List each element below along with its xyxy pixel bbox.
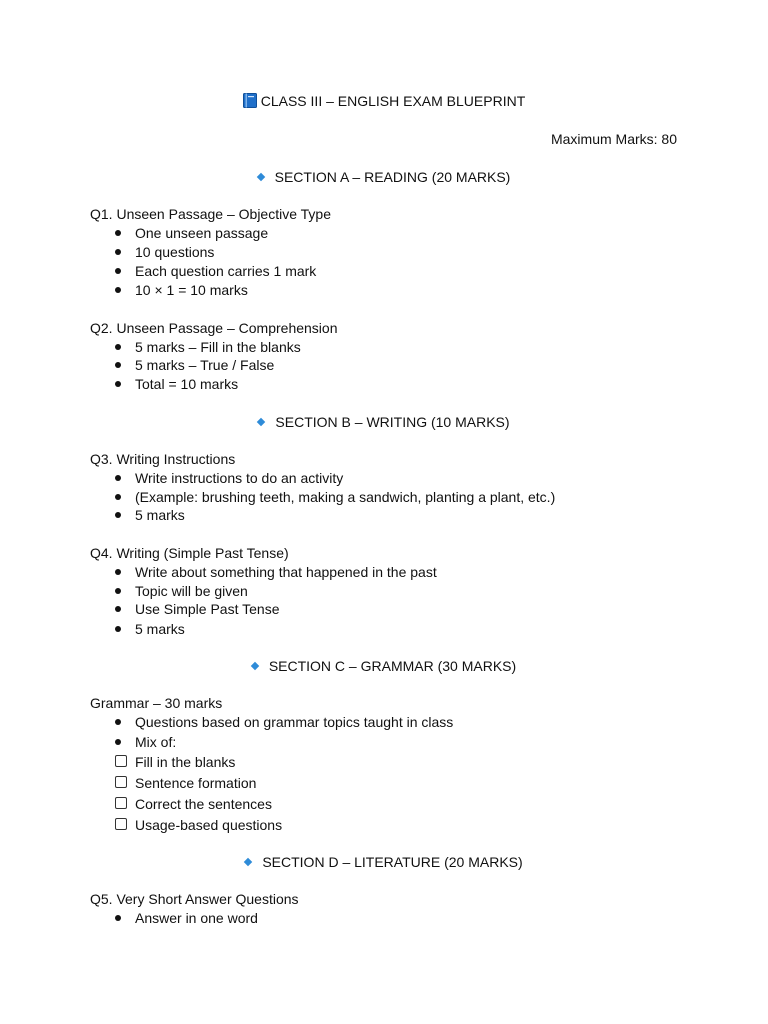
question-title-q2: Q2. Unseen Passage – Comprehension [90, 320, 338, 336]
list-item: 5 marks [135, 507, 185, 523]
question-title-grammar: Grammar – 30 marks [90, 695, 223, 711]
question-title-q4: Q4. Writing (Simple Past Tense) [90, 545, 289, 561]
checkbox-icon [115, 776, 127, 788]
bullet-icon [115, 230, 121, 236]
list-item: 10 × 1 = 10 marks [135, 282, 248, 298]
list-item: Topic will be given [135, 583, 248, 599]
list-item: Total = 10 marks [135, 376, 239, 392]
checkbox-icon [115, 755, 127, 767]
bullet-icon [115, 569, 121, 575]
bullet-icon [115, 606, 121, 612]
bullet-icon [115, 719, 121, 725]
small-blue-diamond-icon [256, 173, 264, 181]
bullet-icon [115, 512, 121, 518]
list-item: Answer in one word [135, 910, 258, 926]
list-item: Mix of: [135, 734, 177, 750]
bullet-icon [115, 475, 121, 481]
bullet-icon [115, 626, 121, 632]
bullet-icon [115, 915, 121, 921]
bullet-icon [115, 381, 121, 387]
list-item: 5 marks – True / False [135, 357, 275, 373]
blue-book-icon [243, 93, 257, 108]
list-item: 5 marks [135, 621, 185, 637]
document-title [0, 92, 768, 110]
document-title-text: CLASS III – ENGLISH EXAM BLUEPRINT [260, 93, 526, 109]
section-heading-b [0, 413, 768, 431]
bullet-icon [115, 588, 121, 594]
list-item: Correct the sentences [135, 796, 272, 812]
section-heading-text: SECTION D – LITERATURE (20 MARKS) [262, 854, 523, 870]
list-item: Fill in the blanks [135, 754, 236, 770]
bullet-icon [115, 344, 121, 350]
section-heading-c [0, 657, 768, 675]
list-item: (Example: brushing teeth, making a sandwich, planting a plant, etc.) [135, 489, 556, 505]
bullet-icon [115, 268, 121, 274]
maximum-marks: Maximum Marks: 80 [550, 131, 677, 147]
bullet-icon [115, 362, 121, 368]
small-blue-diamond-icon [251, 662, 259, 670]
bullet-icon [115, 287, 121, 293]
list-item: Each question carries 1 mark [135, 263, 317, 279]
checkbox-icon [115, 797, 127, 809]
question-title-q1: Q1. Unseen Passage – Objective Type [90, 206, 331, 222]
section-heading-a [0, 168, 768, 186]
list-item: Use Simple Past Tense [135, 601, 280, 617]
bullet-icon [115, 494, 121, 500]
section-heading-text: SECTION C – GRAMMAR (30 MARKS) [268, 658, 517, 674]
list-item: Usage-based questions [135, 817, 283, 833]
question-title-q3: Q3. Writing Instructions [90, 451, 236, 467]
checkbox-icon [115, 818, 127, 830]
list-item: 5 marks – Fill in the blanks [135, 339, 301, 355]
list-item: Write about something that happened in the past [135, 564, 437, 580]
list-item: 10 questions [135, 244, 215, 260]
bullet-icon [115, 249, 121, 255]
list-item: Questions based on grammar topics taught in class [135, 714, 454, 730]
small-blue-diamond-icon [244, 858, 252, 866]
question-title-q5: Q5. Very Short Answer Questions [90, 891, 299, 907]
list-item: One unseen passage [135, 225, 269, 241]
list-item: Write instructions to do an activity [135, 470, 344, 486]
bullet-icon [115, 739, 121, 745]
section-heading-d [0, 853, 768, 871]
small-blue-diamond-icon [257, 418, 265, 426]
section-heading-text: SECTION B – WRITING (10 MARKS) [275, 414, 510, 430]
list-item: Sentence formation [135, 775, 257, 791]
section-heading-text: SECTION A – READING (20 MARKS) [274, 169, 511, 185]
